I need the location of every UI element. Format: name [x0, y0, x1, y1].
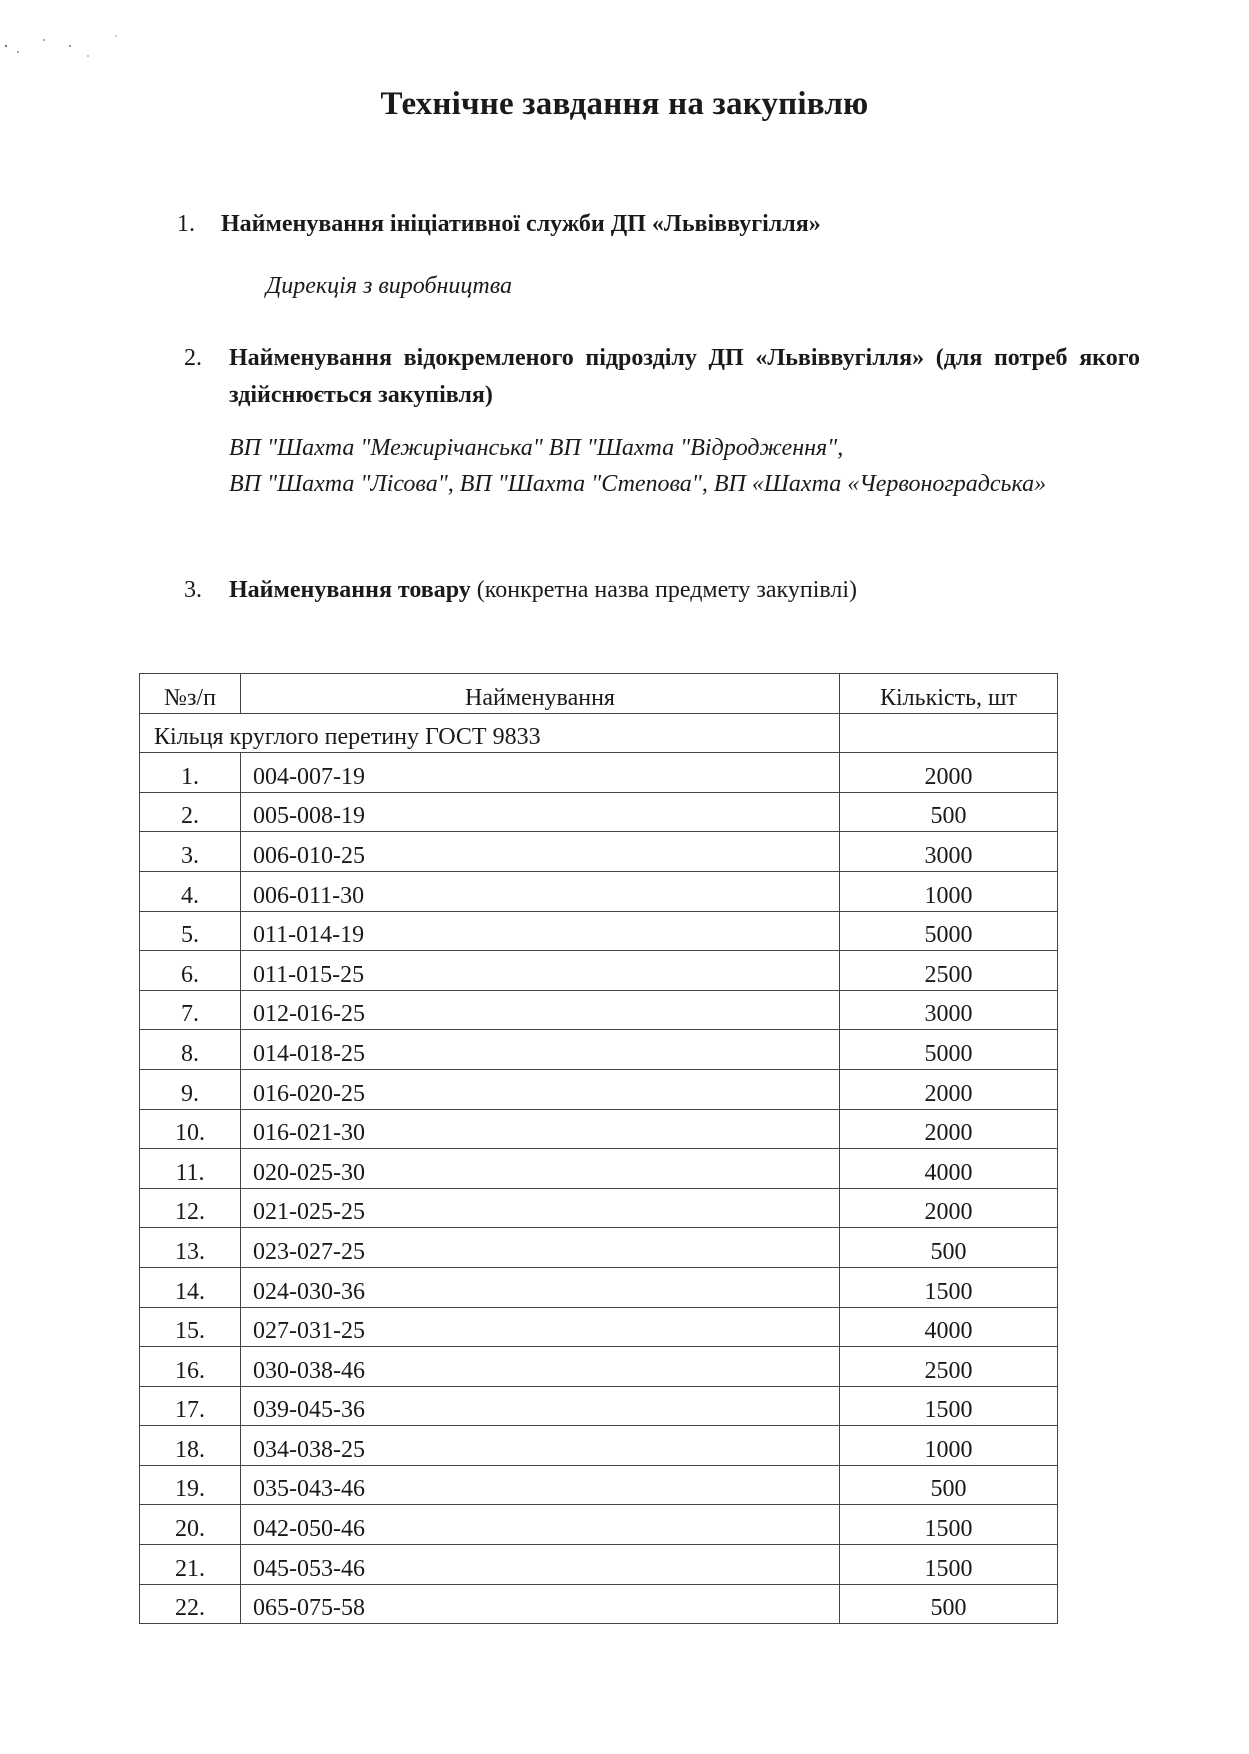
row-name: 014-018-25 — [241, 1030, 840, 1070]
table-row — [140, 1386, 1058, 1426]
row-number: 4. — [140, 871, 241, 911]
table-row — [140, 792, 1058, 832]
row-number: 22. — [140, 1584, 241, 1624]
row-quantity: 5000 — [840, 911, 1058, 951]
row-number: 18. — [140, 1426, 241, 1466]
row-quantity: 1500 — [840, 1545, 1058, 1585]
row-name: 035-043-46 — [241, 1465, 840, 1505]
row-name: 034-038-25 — [241, 1426, 840, 1466]
section-1-number: 1. — [177, 211, 195, 237]
row-name: 012-016-25 — [241, 990, 840, 1030]
row-quantity: 2500 — [840, 951, 1058, 991]
row-name: 004-007-19 — [241, 753, 840, 793]
section-2-heading: Найменування відокремленого підрозділу ДП «Львіввугілля» (для потреб якого здійснюється закупівля) — [229, 345, 1140, 408]
row-quantity: 500 — [840, 1584, 1058, 1624]
section-3-heading: Найменування товару — [229, 577, 471, 603]
row-number: 12. — [140, 1188, 241, 1228]
row-number: 2. — [140, 792, 241, 832]
row-name: 011-015-25 — [241, 951, 840, 991]
table-row — [140, 1505, 1058, 1545]
table-row — [140, 1188, 1058, 1228]
row-number: 20. — [140, 1505, 241, 1545]
section-1-content: Дирекція з виробництва — [266, 273, 512, 299]
row-number: 10. — [140, 1109, 241, 1149]
row-name: 024-030-36 — [241, 1267, 840, 1307]
scan-noise-marks — [0, 30, 130, 70]
table-row — [140, 1228, 1058, 1268]
group-qty-empty — [840, 713, 1058, 753]
row-name: 020-025-30 — [241, 1149, 840, 1189]
section-2-content-line-2: ВП "Шахта "Лісова", ВП "Шахта "Степова", ВП «Шахта «Червоноградська» — [229, 471, 1047, 497]
row-quantity: 1500 — [840, 1386, 1058, 1426]
row-number: 15. — [140, 1307, 241, 1347]
row-quantity: 2000 — [840, 1109, 1058, 1149]
row-name: 016-021-30 — [241, 1109, 840, 1149]
row-number: 13. — [140, 1228, 241, 1268]
row-name: 045-053-46 — [241, 1545, 840, 1585]
row-name: 027-031-25 — [241, 1307, 840, 1347]
table-row — [140, 753, 1058, 793]
table-row — [140, 1545, 1058, 1585]
row-name: 011-014-19 — [241, 911, 840, 951]
row-name: 042-050-46 — [241, 1505, 840, 1545]
row-quantity: 500 — [840, 1228, 1058, 1268]
row-quantity: 2000 — [840, 753, 1058, 793]
table-row — [140, 1267, 1058, 1307]
table-row — [140, 1149, 1058, 1189]
section-3-number: 3. — [184, 577, 202, 603]
row-number: 16. — [140, 1347, 241, 1387]
row-quantity: 4000 — [840, 1307, 1058, 1347]
row-name: 030-038-46 — [241, 1347, 840, 1387]
row-name: 039-045-36 — [241, 1386, 840, 1426]
section-1-heading: Найменування ініціативної служби ДП «Львіввугілля» — [221, 211, 821, 237]
row-quantity: 1000 — [840, 871, 1058, 911]
row-number: 7. — [140, 990, 241, 1030]
table-row — [140, 1584, 1058, 1624]
table-row — [140, 1307, 1058, 1347]
row-quantity: 2000 — [840, 1188, 1058, 1228]
row-name: 005-008-19 — [241, 792, 840, 832]
table-row — [140, 832, 1058, 872]
row-number: 1. — [140, 753, 241, 793]
row-quantity: 1500 — [840, 1267, 1058, 1307]
row-number: 17. — [140, 1386, 241, 1426]
table-row — [140, 951, 1058, 991]
row-number: 9. — [140, 1069, 241, 1109]
table-row — [140, 1030, 1058, 1070]
row-quantity: 2000 — [840, 1069, 1058, 1109]
row-number: 8. — [140, 1030, 241, 1070]
row-quantity: 3000 — [840, 832, 1058, 872]
table-row — [140, 871, 1058, 911]
row-number: 14. — [140, 1267, 241, 1307]
specification-table — [139, 673, 1058, 1624]
row-quantity: 500 — [840, 1465, 1058, 1505]
table-row — [140, 911, 1058, 951]
table-group-row — [140, 713, 1058, 753]
row-name: 016-020-25 — [241, 1069, 840, 1109]
section-2-content-line-1: ВП "Шахта "Межирічанська" ВП "Шахта "Відродження", — [229, 435, 844, 461]
row-name: 006-011-30 — [241, 871, 840, 911]
table-header-row — [140, 674, 1058, 714]
row-quantity: 1500 — [840, 1505, 1058, 1545]
row-quantity: 1000 — [840, 1426, 1058, 1466]
row-name: 023-027-25 — [241, 1228, 840, 1268]
row-quantity: 2500 — [840, 1347, 1058, 1387]
row-number: 6. — [140, 951, 241, 991]
table-row — [140, 1109, 1058, 1149]
header-qty: Кількість, шт — [840, 674, 1058, 714]
row-name: 065-075-58 — [241, 1584, 840, 1624]
section-3-note: (конкретна назва предмету закупівлі) — [476, 577, 858, 603]
row-number: 3. — [140, 832, 241, 872]
table-row — [140, 1465, 1058, 1505]
row-number: 5. — [140, 911, 241, 951]
row-quantity: 500 — [840, 792, 1058, 832]
row-quantity: 5000 — [840, 1030, 1058, 1070]
table-row — [140, 1426, 1058, 1466]
group-label: Кільця круглого перетину ГОСТ 9833 — [140, 713, 840, 753]
row-quantity: 3000 — [840, 990, 1058, 1030]
row-number: 19. — [140, 1465, 241, 1505]
row-number: 11. — [140, 1149, 241, 1189]
table-body — [140, 713, 1058, 1624]
table-row — [140, 990, 1058, 1030]
row-number: 21. — [140, 1545, 241, 1585]
row-name: 021-025-25 — [241, 1188, 840, 1228]
section-2-number: 2. — [184, 345, 202, 371]
header-num: №з/п — [140, 674, 241, 714]
header-name: Найменування — [241, 674, 840, 714]
row-quantity: 4000 — [840, 1149, 1058, 1189]
row-name: 006-010-25 — [241, 832, 840, 872]
table-row — [140, 1347, 1058, 1387]
table-row — [140, 1069, 1058, 1109]
page-title: Технічне завдання на закупівлю — [380, 86, 869, 122]
